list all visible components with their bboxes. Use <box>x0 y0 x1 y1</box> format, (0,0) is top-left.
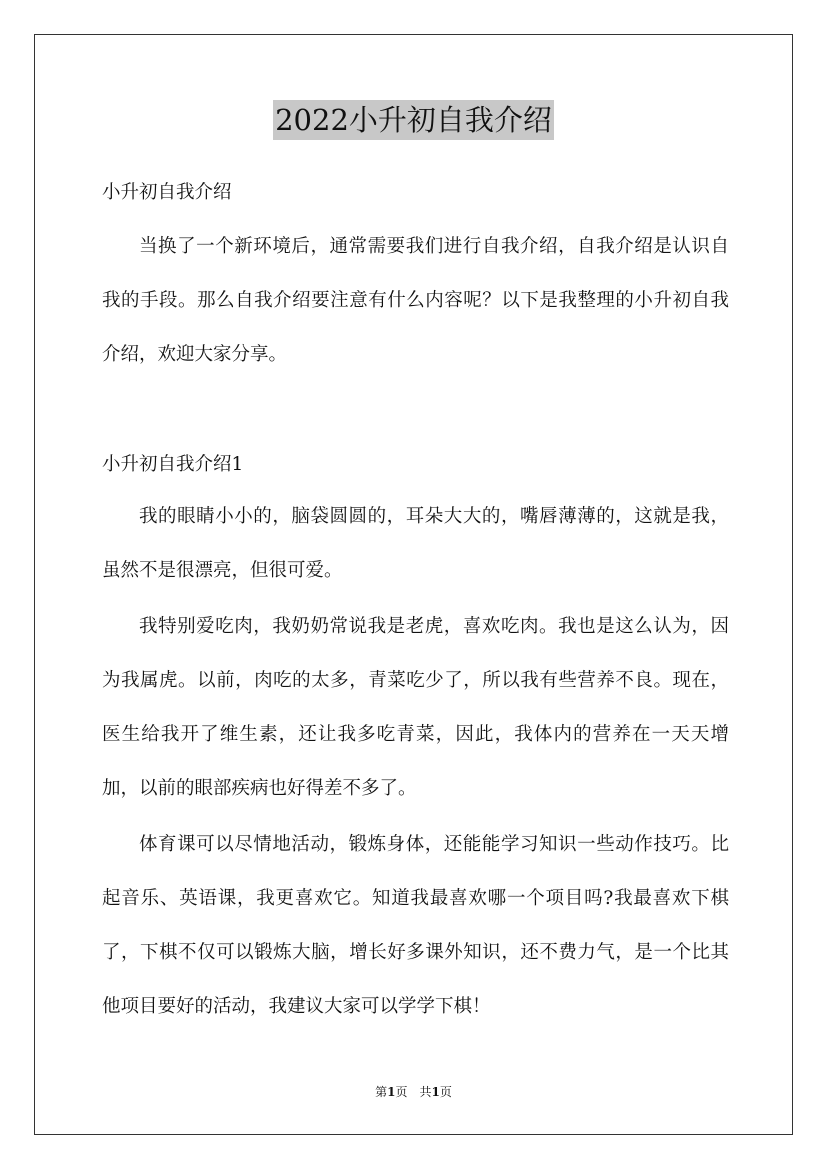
body-paragraph-1: 我的眼睛小小的，脑袋圆圆的，耳朵大大的，嘴唇薄薄的，这就是我，虽然不是很漂亮，但很可爱。 <box>102 506 729 581</box>
body-paragraph-3: 体育课可以尽情地活动，锻炼身体，还能能学习知识一些动作技巧。比起音乐、英语课，我更喜欢它。知道我最喜欢哪一个项目吗?我最喜欢下棋了，下棋不仅可以锻炼大脑，增长好多课外知识，还不费力气，是一个比其他项目要好的活动，我建议大家可以学学下棋！ <box>102 834 729 1017</box>
footer-page-current: 1 <box>387 1085 396 1099</box>
heading-intro: 小升初自我介绍 <box>102 182 232 203</box>
footer-page-total: 1 <box>431 1085 440 1099</box>
title-container <box>0 100 827 140</box>
footer-page-mid: 页 共 <box>395 1085 432 1099</box>
page-footer <box>0 1084 827 1100</box>
footer-page-prefix: 第 <box>375 1085 388 1099</box>
body-paragraph-2: 我特别爱吃肉，我奶奶常说我是老虎，喜欢吃肉。我也是这么认为，因为我属虎。以前，肉吃的太多，青菜吃少了，所以我有些营养不良。现在，医生给我开了维生素，还让我多吃青菜，因此，我体内的营养在一天天增加，以前的眼部疾病也好得差不多了。 <box>102 616 729 799</box>
intro-paragraph: 当换了一个新环境后，通常需要我们进行自我介绍，自我介绍是认识自我的手段。那么自我介绍要注意有什么内容呢？以下是我整理的小升初自我介绍，欢迎大家分享。 <box>102 236 729 365</box>
footer-page-suffix: 页 <box>439 1085 452 1099</box>
heading-section-1: 小升初自我介绍1 <box>102 454 244 475</box>
document-title: 2022小升初自我介绍 <box>273 100 554 140</box>
